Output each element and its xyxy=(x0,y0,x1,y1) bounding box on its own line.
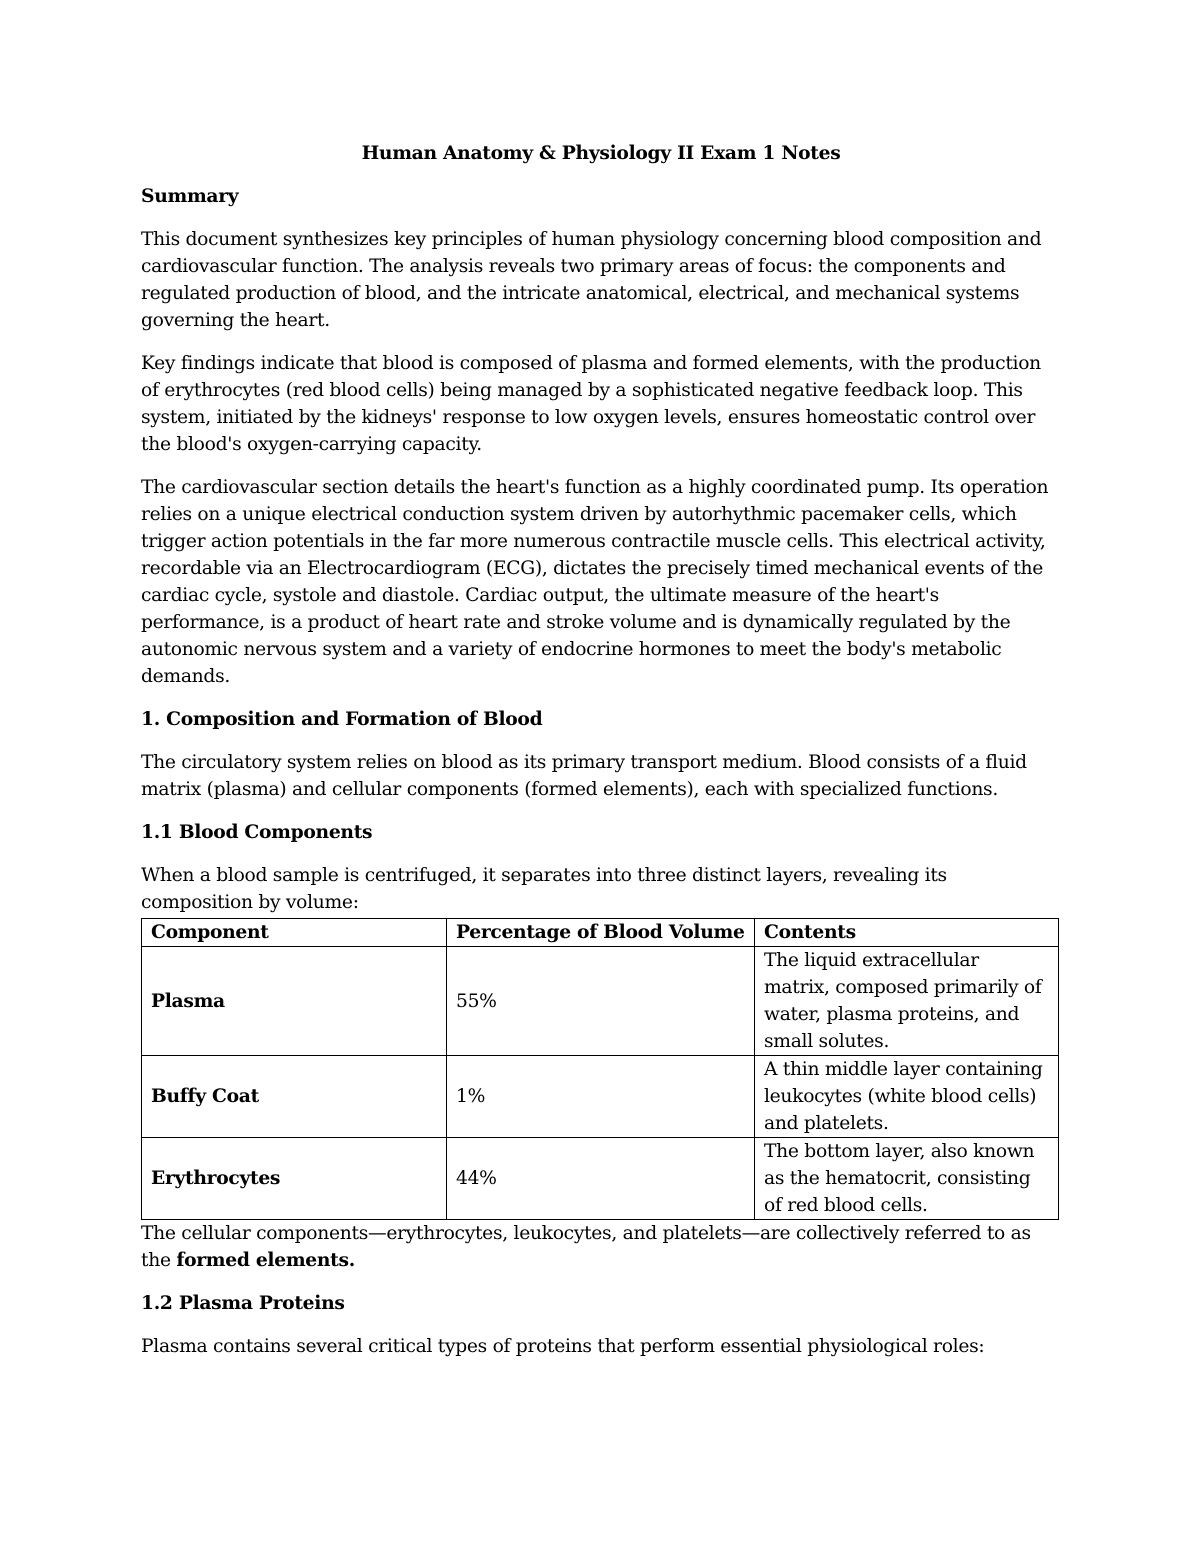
summary-paragraph-1: This document synthesizes key principles of human physiology concerning blood composition and cardiovascular function. The analysis reveals two primary areas of focus: the components and regulated production of blood, and the intricate anatomical, electrical, and mechanical systems governing the heart. xyxy=(141,229,1042,331)
formed-elements-text: The cellular components—erythrocytes, leukocytes, and platelets—are collectively referred to as the xyxy=(141,1223,1031,1271)
table-cell-percentage: 1% xyxy=(447,1056,755,1138)
table-header-component: Component xyxy=(142,919,447,947)
table-cell-contents: The liquid extracellular matrix, composed primarily of water, plasma proteins, and small solutes. xyxy=(755,947,1059,1056)
document-page xyxy=(141,140,1061,1376)
table-cell-component: Buffy Coat xyxy=(142,1056,447,1138)
blood-components-table xyxy=(141,918,1059,1220)
section-1-2-heading: 1.2 Plasma Proteins xyxy=(141,1292,345,1314)
table-header-percentage: Percentage of Blood Volume xyxy=(447,919,755,947)
table-cell-contents: A thin middle layer containing leukocytes (white blood cells) and platelets. xyxy=(755,1056,1059,1138)
table-header-row xyxy=(142,919,1059,947)
section-1-1-heading: 1.1 Blood Components xyxy=(141,821,373,843)
table-header-contents: Contents xyxy=(755,919,1059,947)
table-cell-contents: The bottom layer, also known as the hematocrit, consisting of red blood cells. xyxy=(755,1138,1059,1220)
section-1-1-intro: When a blood sample is centrifuged, it separates into three distinct layers, revealing its composition by volume: xyxy=(141,865,947,913)
table-cell-percentage: 55% xyxy=(447,947,755,1056)
table-row xyxy=(142,1056,1059,1138)
formed-elements-paragraph xyxy=(141,1220,1061,1274)
section-1-2-intro: Plasma contains several critical types of proteins that perform essential physiological roles: xyxy=(141,1336,985,1357)
summary-heading: Summary xyxy=(141,185,239,207)
formed-elements-term: formed elements. xyxy=(176,1249,355,1271)
table-cell-component: Erythrocytes xyxy=(142,1138,447,1220)
section-1-heading: 1. Composition and Formation of Blood xyxy=(141,708,543,730)
summary-paragraph-2: Key findings indicate that blood is composed of plasma and formed elements, with the production of erythrocytes (red blood cells) being managed by a sophisticated negative feedback loop. This system, initiated by the kidneys' response to low oxygen levels, ensures homeostatic control over the blood's oxygen-carrying capacity. xyxy=(141,353,1041,455)
document-title: Human Anatomy & Physiology II Exam 1 Notes xyxy=(361,142,841,164)
section-1-intro: The circulatory system relies on blood as its primary transport medium. Blood consists of a fluid matrix (plasma) and cellular components (formed elements), each with specialized functions. xyxy=(141,752,1027,800)
table-cell-component: Plasma xyxy=(142,947,447,1056)
table-row xyxy=(142,1138,1059,1220)
table-row xyxy=(142,947,1059,1056)
table-cell-percentage: 44% xyxy=(447,1138,755,1220)
summary-paragraph-3: The cardiovascular section details the heart's function as a highly coordinated pump. Its operation relies on a unique electrical conduction system driven by autorhythmic pacemaker cells, which trigger action potentials in the far more numerous contractile muscle cells. This electrical activity, recordable via an Electrocardiogram (ECG), dictates the precisely timed mechanical events of the cardiac cycle, systole and diastole. Cardiac output, the ultimate measure of the heart's performance, is a product of heart rate and stroke volume and is dynamically regulated by the autonomic nervous system and a variety of endocrine hormones to meet the body's metabolic demands. xyxy=(141,477,1049,687)
